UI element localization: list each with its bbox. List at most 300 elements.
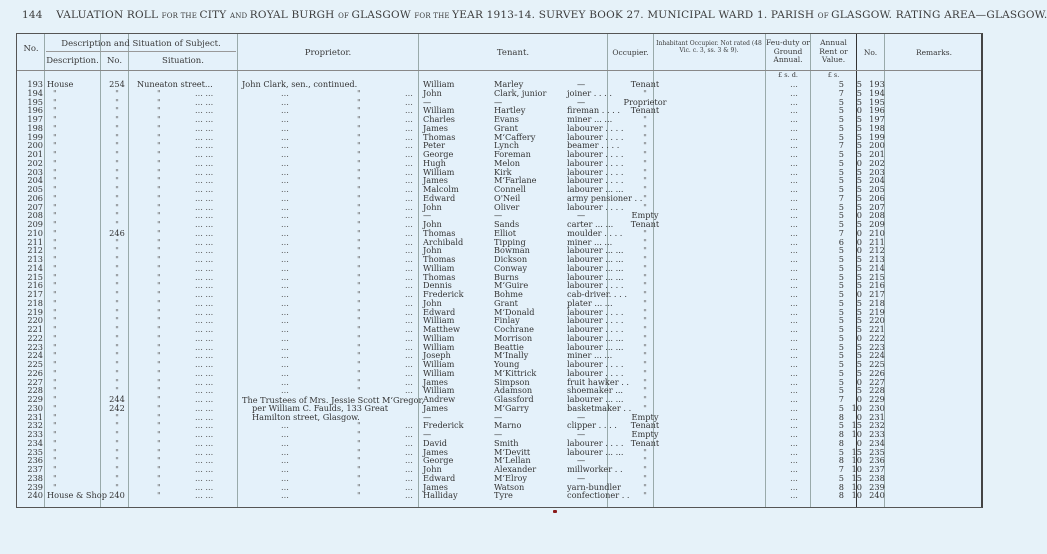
rent-shillings: 0 — [856, 437, 862, 448]
tenant-first-name: Joseph — [423, 350, 451, 361]
feu-units: £ s. d. — [778, 71, 798, 79]
row-number: 233 — [27, 429, 43, 439]
rent-pounds: 8 — [838, 490, 844, 501]
proprietor-end-dots: ... — [405, 306, 413, 317]
title-part: OF — [338, 12, 352, 20]
situation: " — [157, 114, 161, 124]
rent-shillings: 5 — [856, 315, 862, 326]
row-number-right: 196 — [869, 105, 885, 116]
tenant-first-name: Thomas — [423, 227, 456, 238]
proprietor-end-dots: ... — [405, 376, 413, 387]
street-number: " — [115, 236, 119, 247]
rent-pounds: 5 — [838, 376, 844, 387]
row-number: 236 — [27, 455, 43, 466]
rent-shillings: 5 — [856, 324, 862, 334]
tenant-occupation: — — [577, 210, 586, 221]
occupier-status: " — [643, 472, 647, 483]
row-number: 200 — [27, 140, 43, 151]
proprietor-dots: ... — [281, 236, 289, 247]
situation-dots: ... ... — [195, 87, 214, 98]
rent-pounds: 5 — [838, 114, 844, 124]
situation: " — [157, 297, 161, 308]
row-number-right: 202 — [869, 157, 885, 168]
tenant-last-name: Foreman — [494, 149, 531, 159]
row-number-right: 236 — [869, 455, 885, 466]
tenant-last-name: M‘Kittrick — [494, 367, 537, 378]
proprietor-end-dots: ... — [405, 367, 413, 378]
proprietor-dots: ... — [281, 271, 289, 282]
occupier-status: Tenant — [630, 79, 660, 89]
tenant-last-name: M‘Inally — [494, 350, 529, 361]
rent-pounds: 5 — [838, 472, 844, 483]
row-number: 234 — [27, 437, 43, 448]
row-number-right: 206 — [869, 192, 885, 203]
proprietor-end-dots: ... — [405, 359, 413, 369]
feu-duty: ... — [790, 411, 798, 422]
feu-duty: ... — [790, 297, 798, 308]
tenant-occupation: — — [577, 411, 586, 422]
row-number-right: 239 — [869, 481, 885, 492]
street-number: " — [115, 105, 119, 116]
feu-duty: ... — [790, 271, 798, 282]
feu-duty: ... — [790, 332, 798, 343]
feu-duty: ... — [790, 280, 798, 291]
proprietor-dots: ... — [281, 350, 289, 361]
description: House & Shop — [47, 490, 107, 501]
proprietor-end-dots: ... — [405, 192, 413, 203]
street-number: " — [115, 359, 119, 369]
feu-duty: ... — [790, 481, 798, 492]
proprietor-ditto: " — [357, 297, 361, 308]
proprietor-dots: ... — [281, 332, 289, 343]
tenant-last-name: Sands — [494, 219, 520, 229]
rent-shillings: 5 — [856, 201, 862, 212]
description: " — [53, 280, 57, 291]
situation: " — [157, 184, 161, 194]
row-number-right: 204 — [869, 175, 885, 186]
rent-pounds: 7 — [838, 227, 844, 238]
situation: " — [157, 192, 161, 203]
proprietor-dots: ... — [281, 140, 289, 151]
tenant-last-name: Kirk — [494, 166, 512, 177]
feu-duty: ... — [790, 490, 798, 501]
situation: " — [157, 367, 161, 378]
occupier-status: " — [643, 464, 647, 474]
street-number: " — [115, 131, 119, 142]
situation: " — [157, 157, 161, 168]
tenant-first-name: Matthew — [423, 324, 460, 334]
proprietor-end-dots: ... — [405, 140, 413, 151]
tenant-first-name: Edward — [423, 306, 456, 317]
rent-pounds: 5 — [838, 315, 844, 326]
tenant-first-name: William — [423, 79, 455, 89]
description: " — [53, 464, 57, 474]
rent-shillings: 0 — [856, 105, 862, 116]
title-part: YEAR 1913-14. SURVEY BOOK 27. MUNICIPAL WARD 1. PARISH — [452, 9, 818, 21]
description: " — [53, 271, 57, 282]
street-number: " — [115, 201, 119, 212]
tenant-first-name: — — [423, 210, 432, 221]
situation: " — [157, 446, 161, 457]
description: " — [53, 332, 57, 343]
tenant-first-name: George — [423, 149, 454, 159]
tenant-occupation: labourer . . . . — [567, 131, 624, 142]
rent-shillings: 5 — [856, 192, 862, 203]
rent-shillings: 10 — [851, 490, 862, 501]
row-number: 232 — [27, 420, 43, 431]
situation-dots: ... ... — [195, 402, 214, 413]
situation-dots: ... ... — [195, 481, 214, 492]
occupier-status: " — [643, 122, 647, 133]
col-tenant-header: Tenant. — [496, 48, 530, 58]
situation: " — [157, 402, 161, 413]
row-number: 222 — [27, 332, 43, 343]
tenant-occupation: millworker . . — [567, 464, 623, 474]
tenant-occupation: fireman . . . . — [567, 105, 620, 116]
tenant-first-name: William — [423, 341, 455, 352]
row-number-right: 220 — [869, 315, 885, 326]
occupier-status: " — [643, 236, 647, 247]
feu-duty: ... — [790, 192, 798, 203]
situation: " — [157, 429, 161, 439]
tenant-occupation: joiner . . . . — [567, 87, 612, 98]
proprietor-end-dots: ... — [405, 201, 413, 212]
proprietor-end-dots: ... — [405, 341, 413, 352]
occupier-status: " — [643, 87, 647, 98]
proprietor-ditto: " — [357, 350, 361, 361]
rent-shillings: 5 — [856, 359, 862, 369]
tenant-first-name: Peter — [423, 140, 446, 151]
tenant-first-name: Edward — [423, 192, 456, 203]
tenant-first-name: Malcolm — [423, 184, 459, 194]
proprietor-dots: ... — [281, 437, 289, 448]
description: " — [53, 105, 57, 116]
tenant-last-name: Connell — [494, 184, 526, 194]
situation-dots: ... ... — [195, 140, 214, 151]
row-number: 205 — [27, 184, 43, 194]
street-number: " — [115, 254, 119, 264]
occupier-status: Proprietor — [623, 96, 667, 107]
description: " — [53, 262, 57, 273]
row-number-right: 203 — [869, 166, 885, 177]
rent-pounds: 7 — [838, 87, 844, 98]
proprietor-dots: ... — [281, 446, 289, 457]
row-number: 225 — [27, 359, 43, 369]
tenant-last-name: Glassford — [494, 394, 534, 404]
situation: " — [157, 385, 161, 396]
rent-pounds: 5 — [838, 219, 844, 229]
proprietor-end-dots: ... — [405, 157, 413, 168]
feu-duty: ... — [790, 385, 798, 396]
situation-dots: ... ... — [195, 472, 214, 483]
row-number-right: 219 — [869, 306, 885, 317]
tenant-first-name: John — [423, 87, 442, 98]
row-number-right: 234 — [869, 437, 885, 448]
row-number-right: 230 — [869, 402, 885, 413]
rent-pounds: 5 — [838, 271, 844, 282]
proprietor-dots: ... — [281, 219, 289, 229]
row-number-right: 211 — [869, 236, 885, 247]
rent-shillings: 5 — [856, 367, 862, 378]
proprietor-ditto: " — [357, 429, 361, 439]
row-number: 227 — [27, 376, 43, 387]
situation-dots: ... ... — [195, 149, 214, 159]
tenant-occupation: — — [577, 472, 586, 483]
occupier-status: " — [643, 131, 647, 142]
proprietor-dots: ... — [281, 297, 289, 308]
situation-dots: ... ... — [195, 446, 214, 457]
tenant-last-name: O'Neil — [494, 192, 521, 203]
situation: " — [157, 332, 161, 343]
tenant-occupation: army pensioner . . — [567, 192, 643, 203]
description: " — [53, 192, 57, 203]
tenant-last-name: — — [494, 210, 503, 221]
row-number: 219 — [27, 306, 43, 317]
situation: " — [157, 210, 161, 221]
street-number: " — [115, 420, 119, 431]
tenant-first-name: Frederick — [423, 289, 464, 299]
col-remarks-header: Remarks. — [915, 48, 953, 57]
proprietor-end-dots: ... — [405, 472, 413, 483]
row-number-right: 232 — [869, 420, 885, 431]
tenant-occupation: basketmaker . . — [567, 402, 632, 413]
tenant-last-name: Beattie — [494, 341, 524, 352]
rent-pounds: 5 — [838, 122, 844, 133]
tenant-last-name: Oliver — [494, 201, 520, 212]
feu-duty: ... — [790, 446, 798, 457]
feu-duty: ... — [790, 254, 798, 264]
situation-dots: ... ... — [195, 219, 214, 229]
situation-dots: ... ... — [195, 105, 214, 116]
proprietor-end-dots: ... — [405, 289, 413, 299]
description: " — [53, 472, 57, 483]
proprietor-dots: ... — [281, 227, 289, 238]
street-number: " — [115, 175, 119, 186]
tenant-occupation: labourer ... ... — [567, 262, 624, 273]
row-number-right: 217 — [869, 289, 885, 299]
feu-duty: ... — [790, 149, 798, 159]
rent-shillings: 5 — [856, 385, 862, 396]
feu-duty: ... — [790, 420, 798, 431]
row-number-right: 216 — [869, 280, 885, 291]
street-number: " — [115, 262, 119, 273]
col-no-header: No. — [23, 44, 39, 54]
title-part: VALUATION ROLL — [56, 9, 162, 21]
feu-duty: ... — [790, 464, 798, 474]
street-number: " — [115, 122, 119, 133]
rent-shillings: 5 — [856, 280, 862, 291]
tenant-first-name: Hugh — [423, 157, 446, 168]
row-number-right: 207 — [869, 201, 885, 212]
tenant-occupation: labourer . . . . — [567, 175, 624, 186]
occupier-status: " — [643, 481, 647, 492]
situation: " — [157, 315, 161, 326]
row-number: 230 — [27, 402, 43, 413]
row-number-right: 237 — [869, 464, 885, 474]
rent-pounds: 5 — [838, 105, 844, 116]
situation-dots: ... ... — [195, 280, 214, 291]
proprietor-ditto: " — [357, 446, 361, 457]
tenant-occupation: moulder . . . . — [567, 227, 623, 238]
proprietor-dots: ... — [281, 210, 289, 221]
feu-duty: ... — [790, 166, 798, 177]
rent-pounds: 5 — [838, 96, 844, 107]
proprietor-ditto: " — [357, 210, 361, 221]
proprietor-ditto: " — [357, 472, 361, 483]
row-number-right: 200 — [869, 140, 885, 151]
feu-duty: ... — [790, 122, 798, 133]
description: " — [53, 149, 57, 159]
row-number: 193 — [27, 79, 43, 89]
title-part: AND — [229, 12, 250, 20]
rent-pounds: 5 — [838, 166, 844, 177]
proprietor-dots: ... — [281, 254, 289, 264]
proprietor-dots: ... — [281, 245, 289, 256]
situation: " — [157, 131, 161, 142]
description: " — [53, 289, 57, 299]
occupier-status: " — [643, 324, 647, 334]
situation-dots: ... ... — [195, 262, 214, 273]
proprietor-ditto: " — [357, 105, 361, 116]
feu-duty: ... — [790, 79, 798, 89]
proprietor-dots: ... — [281, 315, 289, 326]
street-number: 244 — [109, 394, 125, 404]
situation-dots: ... ... — [195, 245, 214, 256]
proprietor-end-dots: ... — [405, 149, 413, 159]
proprietor-dots: ... — [281, 324, 289, 334]
tenant-occupation: labourer . . . . — [567, 437, 624, 448]
row-number: 240 — [27, 490, 43, 501]
proprietor-dots: ... — [281, 341, 289, 352]
description: " — [53, 402, 57, 413]
tenant-last-name: Adamson — [494, 385, 533, 396]
proprietor-end-dots: ... — [405, 131, 413, 142]
feu-duty: ... — [790, 306, 798, 317]
rent-shillings: 0 — [856, 236, 862, 247]
tenant-last-name: Watson — [494, 481, 525, 492]
rent-pounds: 5 — [838, 175, 844, 186]
rent-pounds: 8 — [838, 455, 844, 466]
situation-dots: ... ... — [195, 429, 214, 439]
proprietor-dots: ... — [281, 192, 289, 203]
rent-pounds: 6 — [838, 236, 844, 247]
tenant-occupation: yarn-bundler — [567, 481, 621, 492]
proprietor-end-dots: ... — [405, 271, 413, 282]
rent-shillings: 5 — [856, 184, 862, 194]
proprietor-ditto: " — [357, 306, 361, 317]
situation-dots: ... ... — [195, 315, 214, 326]
rent-shillings: 5 — [856, 114, 862, 124]
description: " — [53, 87, 57, 98]
row-number: 214 — [27, 262, 43, 273]
situation-dots: ... ... — [195, 455, 214, 466]
occupier-status: " — [643, 289, 647, 299]
situation-dots: ... ... — [195, 166, 214, 177]
street-number: 246 — [109, 227, 125, 238]
description: " — [53, 114, 57, 124]
tenant-occupation: labourer ... ... — [567, 394, 624, 404]
tenant-occupation: labourer . . . . — [567, 201, 624, 212]
feu-duty: ... — [790, 227, 798, 238]
rent-pounds: 7 — [838, 140, 844, 151]
rent-shillings: 5 — [856, 341, 862, 352]
row-number: 238 — [27, 472, 43, 483]
tenant-last-name: M‘Elroy — [494, 472, 528, 483]
feu-duty: ... — [790, 429, 798, 439]
occupier-status: " — [643, 394, 647, 404]
situation: " — [157, 455, 161, 466]
situation: " — [157, 472, 161, 483]
tenant-occupation: labourer . . . . — [567, 149, 624, 159]
proprietor-dots: ... — [281, 262, 289, 273]
street-number: " — [115, 306, 119, 317]
proprietor-dots: ... — [281, 280, 289, 291]
rent-shillings: 0 — [856, 394, 862, 404]
rent-pounds: 5 — [838, 131, 844, 142]
occupier-status: " — [643, 140, 647, 151]
tenant-first-name: Charles — [423, 114, 455, 124]
feu-duty: ... — [790, 437, 798, 448]
proprietor-ditto: " — [357, 437, 361, 448]
street-number: " — [115, 385, 119, 396]
row-number: 202 — [27, 157, 43, 168]
occupier-status: " — [643, 446, 647, 457]
proprietor-end-dots: ... — [405, 114, 413, 124]
table-row — [17, 491, 981, 500]
feu-duty: ... — [790, 175, 798, 186]
situation-dots: ... ... — [195, 332, 214, 343]
situation: " — [157, 140, 161, 151]
street-number: " — [115, 324, 119, 334]
rent-shillings: 5 — [856, 350, 862, 361]
tenant-occupation: cab-driver. . . . — [567, 289, 627, 299]
description: " — [53, 359, 57, 369]
description: " — [53, 297, 57, 308]
tenant-first-name: John — [423, 219, 442, 229]
description: " — [53, 455, 57, 466]
tenant-occupation: labourer ... ... — [567, 341, 624, 352]
col-no2-header: No. — [863, 48, 878, 57]
tenant-first-name: Dennis — [423, 280, 452, 291]
row-number: 215 — [27, 271, 43, 282]
rent-shillings: 5 — [856, 122, 862, 133]
tenant-last-name: Tipping — [494, 236, 526, 247]
row-number: 218 — [27, 297, 43, 308]
row-number: 239 — [27, 481, 43, 492]
row-number: 201 — [27, 149, 43, 159]
tenant-last-name: Melon — [494, 157, 521, 168]
proprietor-end-dots: ... — [405, 219, 413, 229]
row-number-right: 233 — [869, 429, 885, 439]
col-annual-rent-header: Annual Rent or Value. — [819, 38, 848, 65]
proprietor-ditto: " — [357, 481, 361, 492]
row-number: 203 — [27, 166, 43, 177]
proprietor-dots: ... — [281, 306, 289, 317]
rent-pounds: 5 — [838, 420, 844, 431]
feu-duty: ... — [790, 324, 798, 334]
rent-units: £ s. — [827, 71, 840, 79]
occupier-status: " — [643, 490, 647, 501]
description: " — [53, 210, 57, 221]
situation-dots: ... ... — [195, 210, 214, 221]
tenant-last-name: Finlay — [494, 315, 520, 326]
rent-shillings: 5 — [856, 96, 862, 107]
situation-dots: ... ... — [195, 122, 214, 133]
tenant-first-name: John — [423, 201, 442, 212]
proprietor-ditto: " — [357, 280, 361, 291]
occupier-status: " — [643, 385, 647, 396]
tenant-occupation: confectioner . . — [567, 490, 630, 501]
